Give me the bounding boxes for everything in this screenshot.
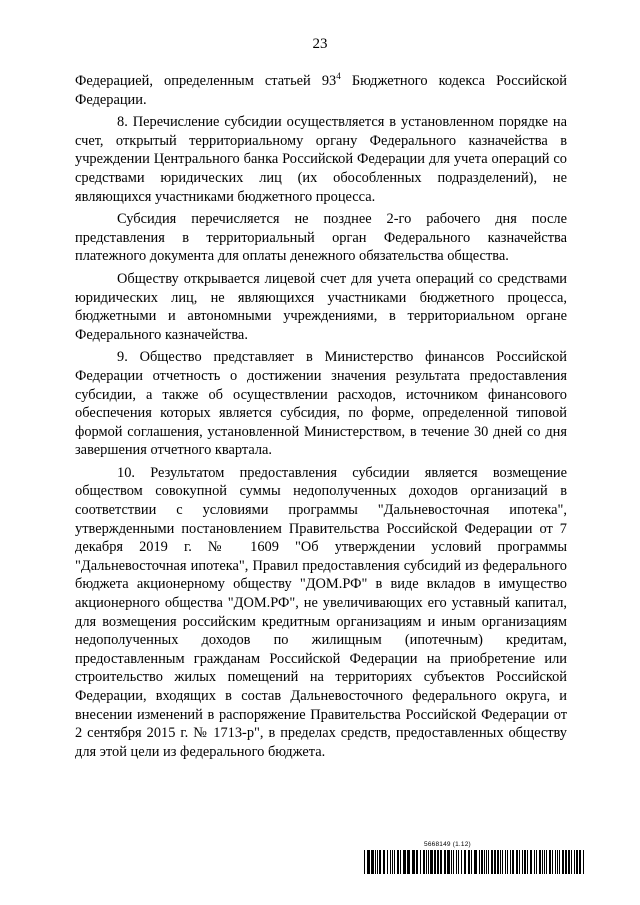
paragraph-transfer-deadline: Субсидия перечисляется не позднее 2-го рабочего дня после представления в территориальный орган Федерального казначейства платежного документа для оплаты денежного обязательства общества. [75,211,567,265]
page-number: 23 [312,36,328,52]
document-barcode [364,841,586,875]
paragraph-personal-account: Обществу открывается лицевой счет для учета операций со средствами юридических лиц, не являющихся участниками бюджетного процесса, бюджетными и автономными учреждениями, в территориальном органе Федерального казначейства. [75,270,567,343]
superscript-article-number: 4 [336,71,341,82]
paragraph-clause-10: 10. Результатом предоставления субсидии является возмещение обществом совокупной суммы недополученных доходов организаций в соответствии с условиями программы "Дальневосточная ипотека", утвержденными постановлением Правительства Российской Федерации от 7 декабря 2019 г. № 1609 "Об утверждении условий программы "Дальневосточная ипотека", Правил предоставления субсидий из федерального бюджета акционерному обществу "ДОМ.РФ" в виде вкладов в имущество акционерного общества "ДОМ.РФ", не увеличивающих его уставный капитал, для возмещения российским кредитным организациям и иным организациям недополученных доходов по жилищным (ипотечным) кредитам, предоставленным гражданам Российской Федерации на приобретение или строительство жилых помещений на территориях субъектов Российской Федерации, входящих в состав Дальневосточного федерального округа, и внесении изменений в распоряжение Правительства Российской Федерации от 2 сентября 2015 г. № 1713-р", в пределах средств, предоставленных обществу для этой цели из федерального бюджета. [75,464,567,760]
barcode-icon [364,850,586,874]
paragraph-continuation [75,72,567,109]
paragraph-text: Федерацией, определенным статьей 93 [75,73,337,89]
document-body [75,72,567,761]
barcode-label: 5668149 (1.12) [424,841,471,848]
paragraph-clause-8: 8. Перечисление субсидии осуществляется в установленном порядке на счет, открытый территориальному органу Федерального казначейства в учреждении Центрального банка Российской Федерации для учета операций со средствами юридических лиц (их обособленных подразделений), не являющихся участниками бюджетного процесса. [75,114,567,205]
paragraph-text: Бюджетного кодекса Российской Федерации. [75,73,567,108]
paragraph-clause-9: 9. Общество представляет в Министерство финансов Российской Федерации отчетность о достижении значения результата предоставления субсидии, а также об осуществлении расходов, источником финансового обеспечения которых является субсидия, по форме, определенной типовой формой соглашения, установленной Министерством, в течение 30 дней со дня завершения отчетного квартала. [75,349,567,459]
